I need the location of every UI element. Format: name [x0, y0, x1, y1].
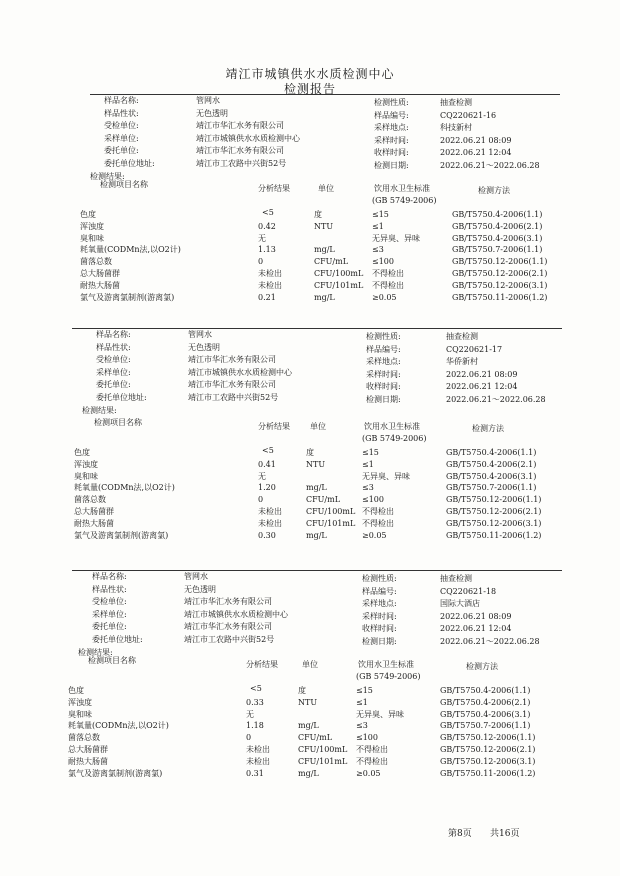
value-inspected-unit: 靖江市华汇水务有限公司: [188, 355, 276, 364]
table-row-unit: mg/L: [298, 768, 319, 778]
value-inspected-unit: 靖江市华汇水务有限公司: [196, 121, 284, 130]
value-client-address: 靖江市工农路中兴街52号: [196, 158, 287, 168]
value-test-date: 2022.06.21～2022.06.28: [440, 160, 540, 170]
value-sampling-unit: 靖江市城镇供水水质检测中心: [196, 133, 300, 143]
table-row-result: 0: [246, 733, 252, 743]
table-row-unit: mg/L: [298, 721, 319, 731]
value-sample-name: 管网水: [196, 96, 220, 105]
col-header-unit: 单位: [302, 660, 318, 669]
col-header-result: 分析结果: [246, 660, 278, 669]
value-client-address: 靖江市工农路中兴街52号: [184, 634, 275, 644]
value-sample-no: CQ220621-18: [440, 586, 497, 596]
table-row-result: 0: [258, 257, 264, 267]
value-sample-no: CQ220621-16: [440, 110, 497, 120]
table-row-standard: ≥0.05: [356, 768, 381, 778]
label-test-date: 检测日期:: [366, 394, 401, 404]
table-row-standard: ≤100: [362, 495, 384, 505]
table-row-item: 菌落总数: [80, 257, 112, 267]
value-test-nature: 抽查检测: [440, 574, 472, 583]
label-sampling-site: 采样地点:: [366, 357, 401, 366]
value-sampling-time: 2022.06.21 08:09: [446, 369, 518, 379]
col-header-method: 检测方法: [466, 662, 498, 671]
table-row-standard: ≤15: [372, 210, 389, 219]
value-inspected-unit: 靖江市华汇水务有限公司: [184, 597, 272, 606]
table-row-item: 总大肠菌群: [80, 269, 120, 278]
value-test-nature: 抽查检测: [446, 332, 478, 341]
value-client-unit: 靖江市华汇水务有限公司: [196, 146, 284, 155]
table-row-method: GB/T5750.7-2006(1.1): [440, 721, 531, 731]
table-row-result: <5: [262, 208, 274, 217]
value-receive-time: 2022.06.21 12:04: [440, 624, 512, 633]
table-row-unit: NTU: [298, 697, 318, 707]
table-row-method: GB/T5750.12-2006(1.1): [440, 733, 536, 743]
label-sample-no: 样品编号:: [362, 586, 397, 596]
table-row-method: GB/T5750.11-2006(1.2): [452, 292, 548, 302]
org-title: 靖江市城镇供水水质检测中心: [225, 67, 395, 81]
table-row-unit: CFU/101mL: [314, 280, 364, 290]
col-header-standard: 饮用水卫生标准: [374, 184, 430, 193]
label-client-address: 委托单位地址:: [96, 392, 147, 402]
value-sampling-site: 华侨新村: [446, 357, 478, 366]
label-client-unit: 委托单位:: [96, 380, 131, 389]
table-row-item: 色度: [80, 210, 96, 219]
value-receive-time: 2022.06.21 12:04: [440, 148, 512, 157]
table-row-item: 耐热大肠菌: [68, 756, 108, 766]
label-inspected-unit: 受检单位:: [104, 121, 139, 130]
table-row-item: 耗氧量(CODMn法,以O2计): [80, 245, 181, 255]
table-row-unit: mg/L: [306, 483, 327, 493]
table-row-result: 0: [258, 495, 264, 505]
value-sampling-time: 2022.06.21 08:09: [440, 611, 512, 621]
label-sample-state: 样品性状:: [92, 584, 127, 594]
table-row-item: 总大肠菌群: [68, 745, 108, 754]
value-sample-name: 管网水: [188, 330, 212, 339]
label-client-unit: 委托单位:: [92, 622, 127, 631]
label-inspected-unit: 受检单位:: [92, 597, 127, 606]
table-row-standard: 不得检出: [356, 756, 388, 766]
col-header-item: 检测项目名称: [100, 180, 148, 189]
page-total: 共16页: [490, 829, 520, 839]
table-row-method: GB/T5750.12-2006(1.1): [446, 495, 542, 505]
table-row-item: 耐热大肠菌: [74, 518, 114, 528]
table-row-result: 未检出: [258, 518, 282, 528]
table-row-item: 菌落总数: [74, 495, 106, 505]
table-row-standard: ≥0.05: [372, 292, 397, 302]
table-row-standard: 无异臭、异味: [362, 471, 410, 481]
label-test-date: 检测日期:: [362, 636, 397, 646]
value-test-date: 2022.06.21～2022.06.28: [446, 394, 546, 404]
table-row-result: <5: [262, 446, 274, 455]
table-row-result: 未检出: [246, 756, 270, 766]
label-sampling-site: 采样地点:: [374, 123, 409, 132]
table-row-unit: mg/L: [306, 530, 327, 540]
table-row-method: GB/T5750.4-2006(1.1): [440, 686, 531, 695]
value-client-address: 靖江市工农路中兴街52号: [188, 392, 279, 402]
label-results: 检测结果:: [90, 172, 125, 181]
label-client-address: 委托单位地址:: [104, 158, 155, 168]
table-row-result: 0.21: [258, 292, 276, 302]
table-row-standard: ≤100: [372, 257, 394, 267]
table-row-unit: NTU: [306, 459, 326, 469]
table-row-method: GB/T5750.4-2006(1.1): [446, 448, 537, 457]
label-sample-no: 样品编号:: [366, 344, 401, 354]
value-sampling-unit: 靖江市城镇供水水质检测中心: [188, 367, 292, 377]
label-sample-state: 样品性状:: [96, 342, 131, 352]
col-header-unit: 单位: [310, 422, 326, 431]
label-test-date: 检测日期:: [374, 160, 409, 170]
label-receive-time: 收样时间:: [362, 624, 397, 633]
table-row-standard: ≤15: [356, 686, 373, 695]
report-title: 检测报告: [283, 82, 336, 96]
table-row-unit: 度: [314, 210, 322, 219]
table-row-method: GB/T5750.11-2006(1.2): [440, 768, 536, 778]
table-row-method: GB/T5750.4-2006(1.1): [452, 210, 543, 219]
col-header-result: 分析结果: [258, 422, 290, 431]
table-row-item: 耗氧量(CODMn法,以O2计): [74, 483, 175, 493]
table-row-item: 氯气及游离氯制剂(游离氯): [74, 530, 169, 540]
table-row-unit: CFU/mL: [314, 257, 349, 267]
block-separator: [72, 328, 562, 329]
col-header-standard-ref: (GB 5749-2006): [372, 196, 437, 205]
label-sampling-time: 采样时间:: [374, 135, 409, 145]
table-row-item: 浑浊度: [74, 459, 98, 469]
table-row-unit: CFU/100mL: [314, 269, 364, 278]
table-row-standard: ≤3: [356, 721, 368, 731]
table-row-method: GB/T5750.12-2006(2.1): [452, 269, 548, 278]
label-test-nature: 检测性质:: [366, 332, 401, 341]
table-row-unit: CFU/101mL: [306, 518, 356, 528]
label-sampling-time: 采样时间:: [366, 369, 401, 379]
table-row-item: 臭和味: [74, 471, 98, 481]
col-header-standard-ref: (GB 5749-2006): [362, 434, 427, 443]
label-client-unit: 委托单位:: [104, 146, 139, 155]
value-test-date: 2022.06.21～2022.06.28: [440, 636, 540, 646]
table-row-standard: ≤1: [372, 221, 384, 231]
table-row-result: 0.30: [258, 530, 276, 540]
label-test-nature: 检测性质:: [374, 98, 409, 107]
table-row-method: GB/T5750.4-2006(2.1): [452, 221, 543, 231]
table-row-result: 未检出: [258, 280, 282, 290]
table-row-standard: ≤15: [362, 448, 379, 457]
table-row-method: GB/T5750.12-2006(2.1): [440, 745, 536, 754]
table-row-result: 无: [258, 233, 266, 243]
table-row-result: 1.20: [258, 483, 276, 493]
label-sample-no: 样品编号:: [374, 110, 409, 120]
table-row-standard: ≥0.05: [362, 530, 387, 540]
title-underline: [90, 94, 560, 95]
table-row-standard: 无异臭、异味: [356, 709, 404, 719]
table-row-item: 菌落总数: [68, 733, 100, 743]
table-row-standard: ≤3: [362, 483, 374, 493]
table-row-method: GB/T5750.4-2006(3.1): [446, 471, 537, 481]
label-sample-name: 样品名称:: [92, 572, 127, 581]
table-row-result: 未检出: [246, 745, 270, 754]
table-row-method: GB/T5750.12-2006(2.1): [446, 507, 542, 516]
table-row-result: 未检出: [258, 269, 282, 278]
table-row-method: GB/T5750.4-2006(2.1): [440, 697, 531, 707]
value-sample-state: 无色透明: [184, 584, 216, 594]
table-row-item: 臭和味: [80, 233, 104, 243]
value-sampling-site: 国际大酒店: [440, 599, 480, 608]
table-row-result: 未检出: [258, 507, 282, 516]
label-sample-name: 样品名称:: [96, 330, 131, 339]
value-test-nature: 抽查检测: [440, 98, 472, 107]
table-row-result: <5: [250, 684, 262, 693]
table-row-item: 色度: [74, 448, 90, 457]
table-row-result: 1.18: [246, 721, 264, 731]
table-row-unit: CFU/mL: [298, 733, 333, 743]
value-sample-no: CQ220621-17: [446, 344, 503, 354]
table-row-result: 0.41: [258, 459, 276, 469]
table-row-standard: ≤3: [372, 245, 384, 255]
table-row-standard: 不得检出: [372, 269, 404, 278]
label-sample-state: 样品性状:: [104, 108, 139, 118]
table-row-unit: mg/L: [314, 292, 335, 302]
table-row-item: 臭和味: [68, 709, 92, 719]
label-sampling-site: 采样地点:: [362, 599, 397, 608]
table-row-method: GB/T5750.12-2006(1.1): [452, 257, 548, 267]
table-row-standard: 无异臭、异味: [372, 233, 420, 243]
label-results: 检测结果:: [82, 406, 117, 415]
table-row-unit: NTU: [314, 221, 334, 231]
col-header-item: 检测项目名称: [88, 656, 136, 665]
table-row-unit: 度: [298, 686, 306, 695]
label-inspected-unit: 受检单位:: [96, 355, 131, 364]
table-row-result: 无: [246, 709, 254, 719]
table-row-method: GB/T5750.12-2006(3.1): [440, 756, 536, 766]
col-header-standard-ref: (GB 5749-2006): [356, 672, 421, 681]
table-row-method: GB/T5750.4-2006(2.1): [446, 459, 537, 469]
table-row-standard: ≤1: [356, 697, 368, 707]
table-row-standard: ≤100: [356, 733, 378, 743]
table-row-standard: 不得检出: [356, 745, 388, 754]
block-separator: [72, 570, 562, 571]
table-row-method: GB/T5750.11-2006(1.2): [446, 530, 542, 540]
value-sample-name: 管网水: [184, 572, 208, 581]
table-row-method: GB/T5750.7-2006(1.1): [452, 245, 543, 255]
col-header-method: 检测方法: [478, 186, 510, 195]
table-row-item: 耗氧量(CODMn法,以O2计): [68, 721, 169, 731]
table-row-method: GB/T5750.12-2006(3.1): [452, 280, 548, 290]
label-receive-time: 收样时间:: [374, 148, 409, 157]
label-results: 检测结果:: [78, 648, 113, 657]
col-header-item: 检测项目名称: [94, 418, 142, 427]
label-client-address: 委托单位地址:: [92, 634, 143, 644]
table-row-result: 0.31: [246, 768, 264, 778]
table-row-unit: CFU/100mL: [298, 745, 348, 754]
table-row-item: 氯气及游离氯制剂(游离氯): [80, 292, 175, 302]
page-number: 第8页: [448, 829, 472, 839]
label-sampling-unit: 采样单位:: [96, 367, 131, 377]
value-sampling-time: 2022.06.21 08:09: [440, 135, 512, 145]
table-row-item: 耐热大肠菌: [80, 280, 120, 290]
value-sampling-site: 科技新村: [440, 123, 472, 132]
table-row-item: 氯气及游离氯制剂(游离氯): [68, 768, 163, 778]
col-header-standard: 饮用水卫生标准: [358, 660, 414, 669]
table-row-unit: CFU/101mL: [298, 756, 348, 766]
label-sampling-unit: 采样单位:: [104, 133, 139, 143]
value-sample-state: 无色透明: [188, 342, 220, 352]
table-row-standard: 不得检出: [362, 518, 394, 528]
label-sample-name: 样品名称:: [104, 96, 139, 105]
table-row-method: GB/T5750.4-2006(3.1): [440, 709, 531, 719]
label-sampling-time: 采样时间:: [362, 611, 397, 621]
col-header-method: 检测方法: [472, 424, 504, 433]
value-sample-state: 无色透明: [196, 108, 228, 118]
table-row-unit: CFU/mL: [306, 495, 341, 505]
value-receive-time: 2022.06.21 12:04: [446, 382, 518, 391]
label-sampling-unit: 采样单位:: [92, 609, 127, 619]
label-test-nature: 检测性质:: [362, 574, 397, 583]
table-row-unit: CFU/100mL: [306, 507, 356, 516]
col-header-result: 分析结果: [258, 184, 290, 193]
table-row-item: 色度: [68, 686, 84, 695]
table-row-item: 浑浊度: [68, 697, 92, 707]
table-row-method: GB/T5750.12-2006(3.1): [446, 518, 542, 528]
value-client-unit: 靖江市华汇水务有限公司: [188, 380, 276, 389]
table-row-standard: ≤1: [362, 459, 374, 469]
table-row-item: 浑浊度: [80, 221, 104, 231]
table-row-standard: 不得检出: [372, 280, 404, 290]
col-header-unit: 单位: [318, 184, 334, 193]
value-sampling-unit: 靖江市城镇供水水质检测中心: [184, 609, 288, 619]
col-header-standard: 饮用水卫生标准: [364, 422, 420, 431]
table-row-result: 0.42: [258, 221, 276, 231]
table-row-result: 0.33: [246, 697, 264, 707]
table-row-unit: 度: [306, 448, 314, 457]
table-row-unit: mg/L: [314, 245, 335, 255]
table-row-method: GB/T5750.4-2006(3.1): [452, 233, 543, 243]
label-receive-time: 收样时间:: [366, 382, 401, 391]
table-row-result: 无: [258, 471, 266, 481]
table-row-item: 总大肠菌群: [74, 507, 114, 516]
table-row-method: GB/T5750.7-2006(1.1): [446, 483, 537, 493]
table-row-standard: 不得检出: [362, 507, 394, 516]
table-row-result: 1.13: [258, 245, 276, 255]
value-client-unit: 靖江市华汇水务有限公司: [184, 622, 272, 631]
